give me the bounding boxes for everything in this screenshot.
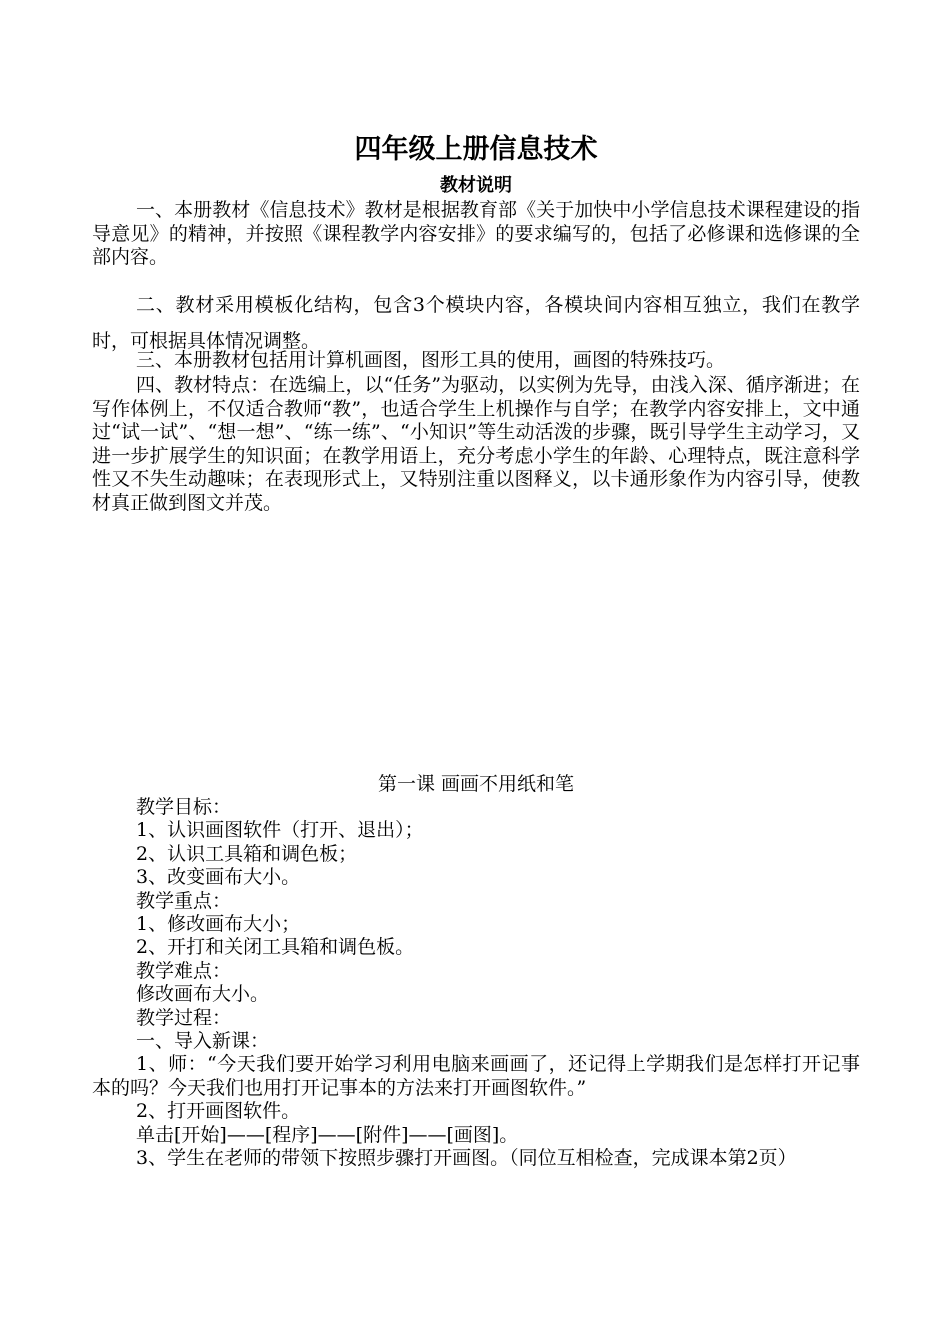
process-heading: 教学过程： (136, 1006, 232, 1029)
process-step: 一、导入新课： (136, 1030, 270, 1053)
goal-item: 1、认识画图软件（打开、退出）； (136, 819, 424, 842)
process-step: 3、学生在老师的带领下按照步骤打开画图。（同位互相检查，完成课本第2页） (136, 1147, 797, 1170)
lesson-title: 第一课 画画不用纸和笔 (377, 773, 575, 795)
goal-item: 3、改变画布大小。 (136, 866, 301, 889)
intro-paragraph-4: 四、教材特点：在选编上，以“任务”为驱动，以实例为先导，由浅入深、循序渐进；在写作体例上，不仅适合教师“教”，也适合学生上机操作与自学；在教学内容安排上，文中通过“试一试”、“想一想”、“练一练”、“小知识”等生动活泼的步骤，既引导学生主动学习，又进一步扩展学生的知识面；在教学用语上，充分考虑小学生的年龄、心理特点，既注意科学性又不失生动趣味；在表现形式上，又特别注重以图释义，以卡通形象作为内容引导，使教材真正做到图文并茂。 (92, 374, 860, 514)
intro-paragraph-1: 一、本册教材《信息技术》教材是根据教育部《关于加快中小学信息技术课程建设的指导意见》的精神，并按照《课程教学内容安排》的要求编写的，包括了必修课和选修课的全部内容。 (92, 199, 860, 268)
process-step: 2、打开画图软件。 (136, 1100, 301, 1123)
intro-paragraph-2: 二、教材采用模板化结构，包含3个模块内容，各模块间内容相互独立，我们在教学时，可根据具体情况调整。 (92, 294, 860, 352)
process-teacher-quote: 1、师：“今天我们要开始学习利用电脑来画画了，还记得上学期我们是怎样打开记事本的吗？今天我们也用打开记事本的方法来打开画图软件。” (92, 1053, 860, 1099)
document-page (92, 0, 860, 1344)
key-points-heading: 教学重点： (136, 889, 232, 912)
document-subtitle: 教材说明 (440, 175, 512, 196)
lesson-body (92, 796, 860, 1171)
difficulty-item: 修改画布大小。 (136, 983, 270, 1006)
goals-heading: 教学目标： (136, 796, 232, 818)
document-title: 四年级上册信息技术 (354, 134, 598, 165)
key-point-item: 2、开打和关闭工具箱和调色板。 (136, 936, 415, 959)
intro-paragraph-3: 三、本册教材包括用计算机画图，图形工具的使用，画图的特殊技巧。 (136, 349, 726, 371)
difficulty-heading: 教学难点： (136, 959, 232, 982)
process-step: 单击[开始]——[程序]——[附件]——[画图]。 (136, 1123, 519, 1146)
key-point-item: 1、修改画布大小； (136, 913, 301, 936)
goal-item: 2、认识工具箱和调色板； (136, 842, 358, 865)
